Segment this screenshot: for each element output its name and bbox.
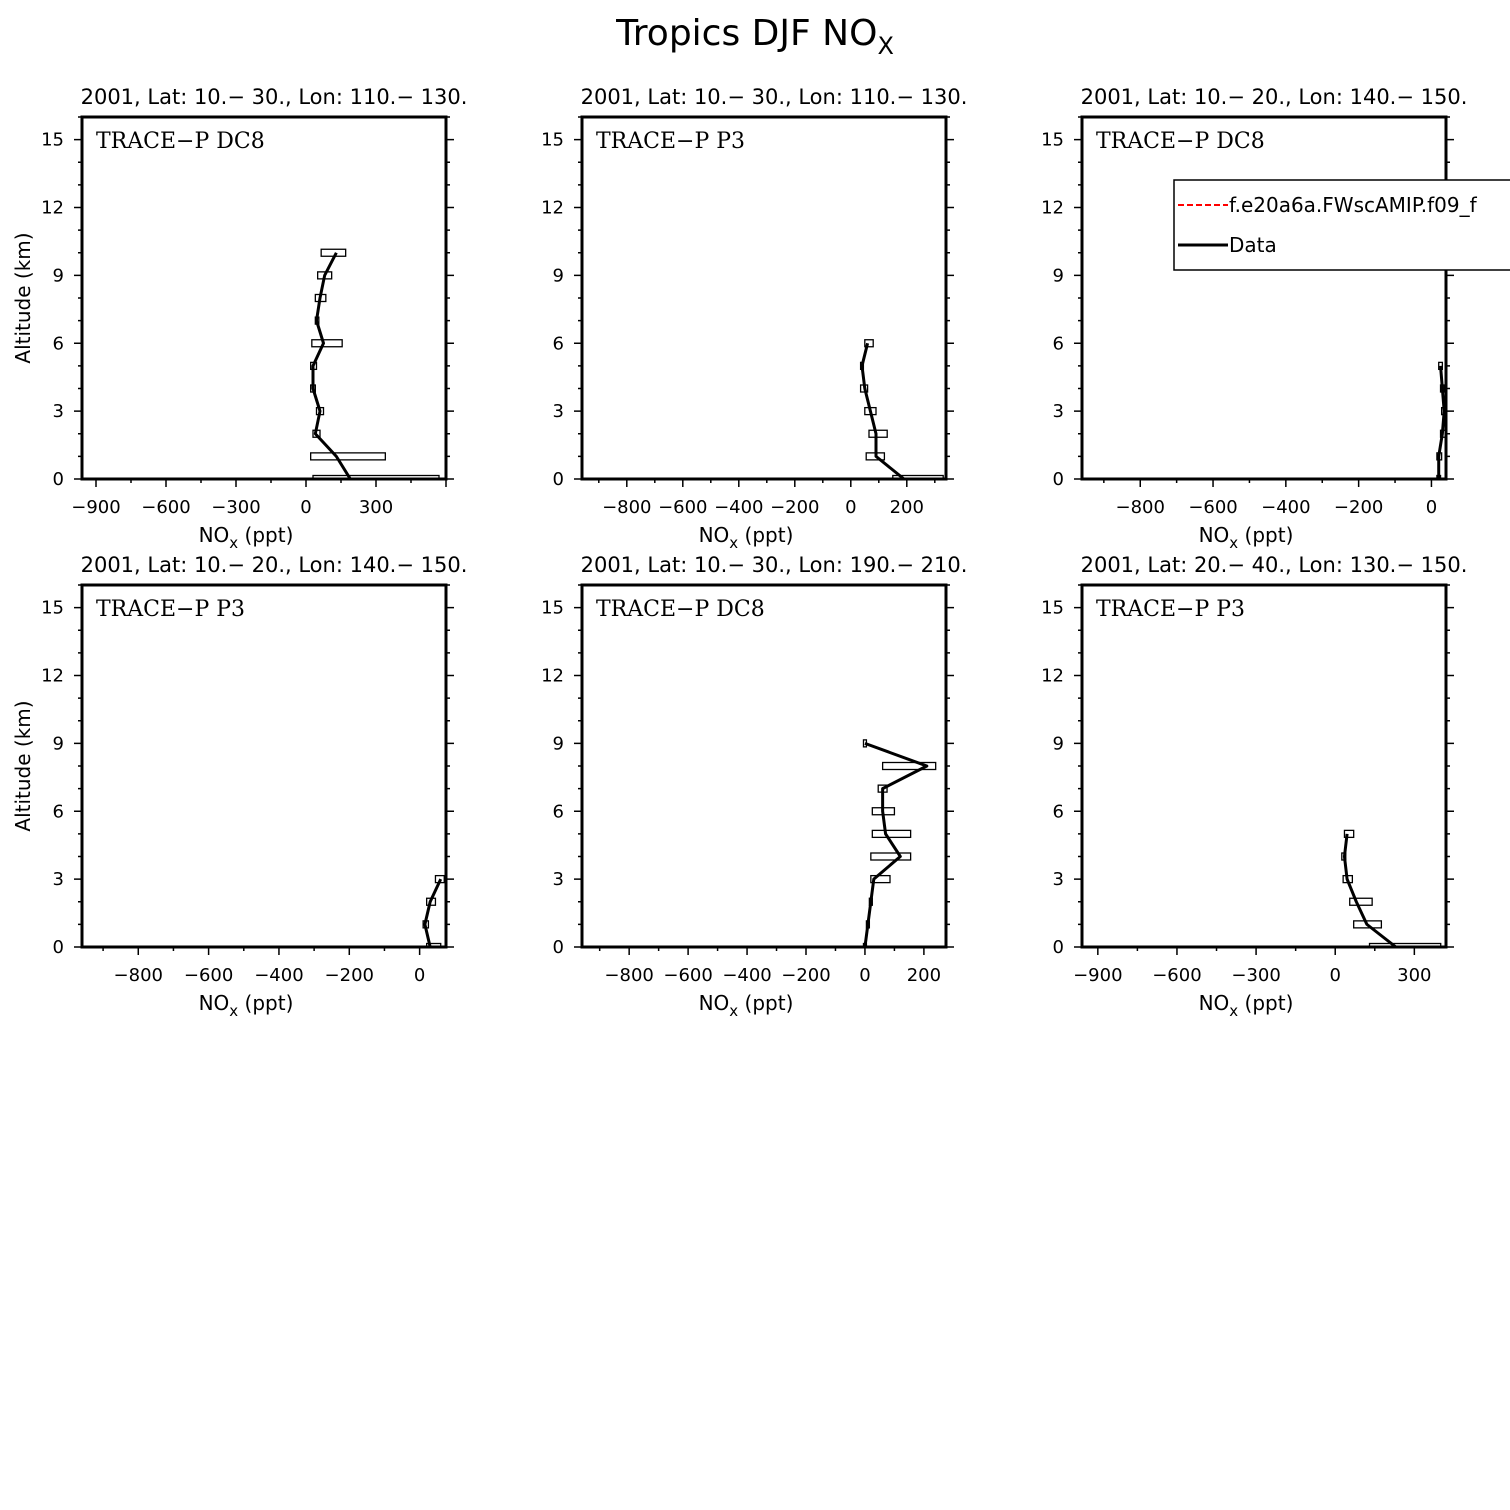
y-tick-label: 0: [52, 469, 64, 490]
campaign-label: TRACE−P DC8: [96, 129, 265, 154]
x-tick-label: 200: [889, 497, 924, 518]
x-tick-label: −400: [254, 965, 304, 986]
y-tick-label: 15: [541, 129, 564, 151]
y-tick-label: 9: [1052, 265, 1064, 287]
y-tick-label: 3: [52, 401, 64, 423]
x-axis-label: $NO_x$ (ppt): [1198, 523, 1294, 552]
y-tick-label: 3: [1052, 401, 1064, 423]
range-box: [869, 430, 887, 437]
y-tick-label: 6: [552, 333, 564, 355]
x-tick-label: 200: [906, 965, 942, 986]
y-tick-label: 12: [41, 197, 64, 219]
campaign-label: TRACE−P P3: [596, 129, 746, 154]
y-tick-label: 15: [41, 597, 64, 619]
x-tick-label: −600: [658, 497, 708, 518]
range-box: [312, 340, 342, 347]
y-tick-label: 6: [1052, 801, 1064, 823]
x-tick-label: −600: [1152, 965, 1202, 986]
y-tick-label: 6: [1052, 333, 1064, 355]
panel-title: 2001, Lat: 10.− 30., Lon: 190.− 210.: [580, 553, 968, 577]
x-tick-label: −800: [604, 965, 654, 986]
y-tick-label: 9: [552, 265, 564, 287]
y-tick-label: 6: [552, 801, 564, 823]
x-tick-label: 0: [1425, 497, 1438, 518]
x-tick-label: −200: [324, 965, 375, 986]
panel-title: 2001, Lat: 10.− 30., Lon: 110.− 130.: [80, 85, 468, 109]
x-tick-label: 300: [358, 497, 394, 518]
campaign-label: TRACE−P P3: [1096, 597, 1246, 622]
y-tick-label: 9: [52, 733, 64, 755]
x-tick-label: −600: [141, 497, 191, 518]
x-tick-label: 0: [845, 497, 857, 518]
y-tick-label: 9: [1052, 733, 1064, 755]
x-tick-label: −200: [1333, 497, 1384, 518]
y-tick-label: 3: [52, 869, 64, 891]
y-tick-label: 3: [1052, 869, 1064, 891]
x-tick-label: −600: [1188, 497, 1238, 518]
range-box: [1350, 898, 1372, 905]
campaign-label: TRACE−P DC8: [1096, 129, 1265, 154]
y-tick-label: 0: [52, 937, 64, 958]
x-tick-label: −400: [1261, 497, 1311, 518]
y-tick-label: 9: [552, 733, 564, 755]
x-tick-label: −800: [113, 965, 163, 986]
y-tick-label: 6: [52, 801, 64, 823]
panel-title: 2001, Lat: 20.− 40., Lon: 130.− 150.: [1080, 553, 1468, 577]
x-tick-label: −400: [714, 497, 764, 518]
range-box: [871, 853, 911, 860]
x-axis-label: $NO_x$ (ppt): [698, 523, 794, 552]
y-tick-label: 15: [541, 597, 564, 619]
x-tick-label: −900: [71, 497, 121, 518]
y-tick-label: 12: [1041, 197, 1064, 219]
x-tick-label: −800: [602, 497, 652, 518]
panel-title: 2001, Lat: 10.− 20., Lon: 140.− 150.: [1080, 85, 1468, 109]
figure-title: Tropics DJF $NO_X$: [616, 13, 894, 60]
x-tick-label: −900: [1073, 965, 1123, 986]
x-tick-label: −300: [1231, 965, 1281, 986]
x-tick-label: 300: [1397, 965, 1432, 986]
x-tick-label: −300: [211, 497, 261, 518]
range-box: [311, 453, 386, 460]
campaign-label: TRACE−P DC8: [596, 597, 765, 622]
y-tick-label: 12: [1041, 665, 1064, 687]
x-axis-label: $NO_x$ (ppt): [198, 523, 294, 552]
x-axis-label: $NO_x$ (ppt): [198, 991, 294, 1020]
y-tick-label: 9: [52, 265, 64, 287]
y-tick-label: 15: [1041, 129, 1064, 151]
x-tick-label: −800: [1115, 497, 1165, 518]
campaign-label: TRACE−P P3: [96, 597, 246, 622]
x-tick-label: −400: [722, 965, 772, 986]
legend-label-model: f.e20a6a.FWscAMIP.f09_f: [1229, 193, 1477, 217]
y-tick-label: 12: [541, 665, 564, 687]
x-tick-label: −200: [781, 965, 831, 986]
y-tick-label: 0: [552, 937, 564, 958]
x-tick-label: 0: [1329, 965, 1341, 986]
panel-title: 2001, Lat: 10.− 30., Lon: 110.− 130.: [580, 85, 968, 109]
y-tick-label: 15: [41, 129, 64, 151]
legend: [1174, 180, 1510, 270]
legend-label-data: Data: [1229, 233, 1277, 257]
x-tick-label: 0: [300, 497, 312, 518]
x-tick-label: 0: [859, 965, 871, 986]
y-tick-label: 3: [552, 401, 564, 423]
y-tick-label: 6: [52, 333, 64, 355]
range-box: [872, 830, 910, 837]
y-axis-label: Altitude (km): [11, 700, 35, 832]
x-axis-label: $NO_x$ (ppt): [698, 991, 794, 1020]
y-tick-label: 3: [552, 869, 564, 891]
y-tick-label: 15: [1041, 597, 1064, 619]
x-tick-label: 0: [413, 965, 426, 986]
y-tick-label: 0: [1052, 937, 1064, 958]
x-tick-label: −200: [770, 497, 820, 518]
panel-title: 2001, Lat: 10.− 20., Lon: 140.− 150.: [80, 553, 468, 577]
x-tick-label: −600: [663, 965, 713, 986]
y-tick-label: 0: [1052, 469, 1064, 490]
x-tick-label: −600: [183, 965, 234, 986]
x-axis-label: $NO_x$ (ppt): [1198, 991, 1294, 1020]
y-axis-label: Altitude (km): [11, 232, 35, 364]
y-tick-label: 12: [541, 197, 564, 219]
y-tick-label: 0: [552, 469, 564, 490]
y-tick-label: 12: [41, 665, 64, 687]
